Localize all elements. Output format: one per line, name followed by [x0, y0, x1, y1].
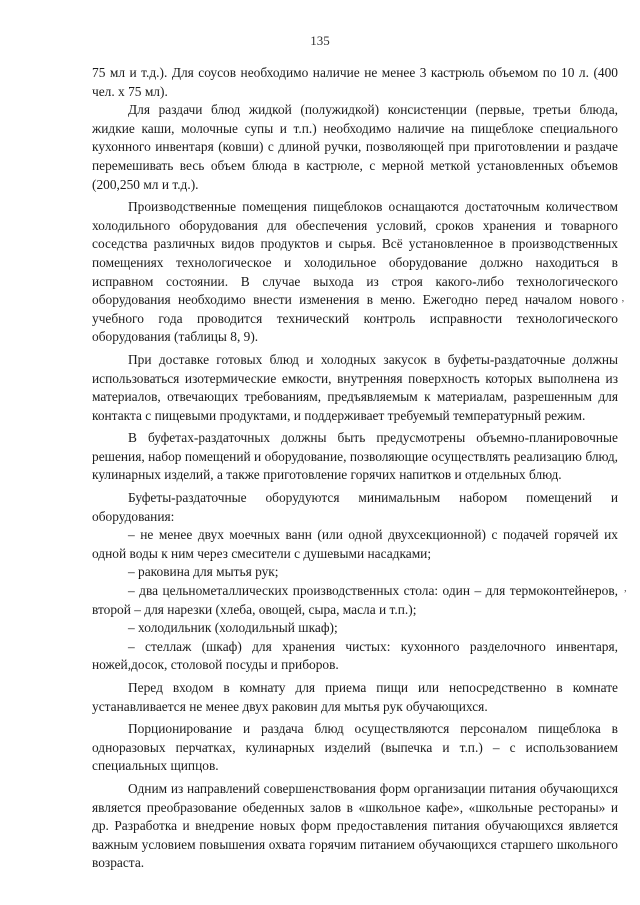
- scan-speck: ’: [621, 298, 625, 310]
- paragraph: Одним из направлений совершенствования форм организации питания обучающихся является преобразование обеденных залов в «школьное кафе», «школьные рестораны» и др. Разработка и внедрение новых форм предоставления питания обучающихся является важным условием повышения охвата горячим питанием обучающихся старшего школьного возраста.: [92, 780, 618, 871]
- page-body: [92, 64, 618, 877]
- paragraph: Производственные помещения пищеблоков оснащаются достаточным количеством холодильного оборудования для обеспечения условий, сроков хранения и товарного соседства различных видов продуктов и сырья. Всё установленное в производственных помещениях технологическое и холодильное оборудование должно находиться в исправном состоянии. В случае выхода из строя какого-либо технологического оборудования необходимо внести изменения в меню. Ежегодно перед началом нового учебного года проводится технический контроль исправности технологического оборудования (таблицы 8, 9).: [92, 199, 618, 345]
- paragraph: Порционирование и раздача блюд осуществляются персоналом пищеблока в одноразовых перчатках, кулинарных изделий (выпечка и т.п.) – с использованием специальных щипцов.: [92, 721, 618, 774]
- list-item: – раковина для мытья рук;: [128, 564, 279, 580]
- list-item: – стеллаж (шкаф) для хранения чистых: кухонного разделочного инвентаря, ножей,досок, столовой посуды и приборов.: [92, 638, 618, 673]
- paragraph: Для раздачи блюд жидкой (полужидкой) консистенции (первые, третьи блюда, жидкие каши, молочные супы и т.п.) необходимо наличие на пищеблоке специального кухонного инвентаря (ковши) с длиной ручки, позволяющей при приготовлении и раздаче перемешивать весь объем блюда в кастрюле, с мерной меткой установленных объемов (200,250 мл и т.д.).: [92, 102, 618, 192]
- paragraph: 75 мл и т.д.). Для соусов необходимо наличие не менее 3 кастрюль объемом по 10 л. (400 чел. х 75 мл).: [92, 65, 618, 99]
- page-number: 135: [310, 33, 330, 48]
- paragraph: В буфетах-раздаточных должны быть предусмотрены объемно-планировочные решения, набор помещений и оборудование, позволяющие осуществлять реализацию блюд, кулинарных изделий, а также приготовление горячих напитков и отдельных блюд.: [92, 430, 618, 483]
- paragraph: Буфеты-раздаточные оборудуются минимальным набором помещений и оборудования:: [92, 490, 618, 524]
- list-item: – не менее двух моечных ванн (или одной двухсекционной) с подачей горячей их одной воды к ним через смесители с душевыми насадками;: [92, 527, 618, 561]
- paragraph: Перед входом в комнату для приема пищи или непосредственно в комнате устанавливается не менее двух раковин для мытья рук обучающихся.: [92, 680, 618, 714]
- list-item: – холодильник (холодильный шкаф);: [128, 620, 338, 636]
- list-item: – два цельнометаллических производственных стола: один – для термоконтейнеров, второй – для нарезки (хлеба, овощей, сыра, масла и т.п.);: [92, 583, 618, 617]
- scan-speck: ,: [624, 582, 627, 594]
- paragraph: При доставке готовых блюд и холодных закусок в буфеты-раздаточные должны использоваться изотермические емкости, внутренняя поверхность которых выполнена из материалов, отвечающих требованиям, предъявляемым к материалам, разрешенным для контакта с пищевыми продуктами, и поддерживает требуемый температурный режим.: [92, 351, 618, 423]
